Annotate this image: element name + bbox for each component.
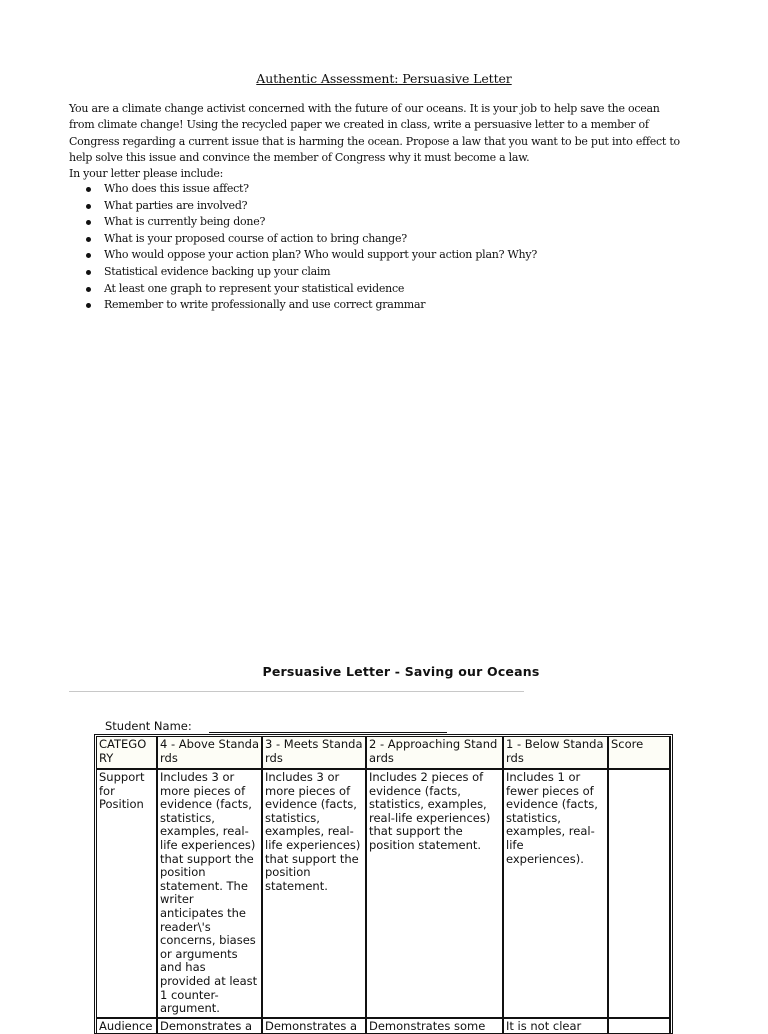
table-cell: Demonstrates a bbox=[262, 1018, 366, 1034]
table-cell: Includes 2 pieces of evidence (facts, statistics, examples, real-life experiences) that support the position statement. bbox=[366, 769, 503, 1018]
bullet-icon bbox=[86, 303, 91, 308]
list-item bbox=[86, 214, 706, 231]
list-item bbox=[86, 247, 706, 264]
list-item-text: Who would oppose your action plan? Who would support your action plan? Why? bbox=[104, 248, 537, 262]
intro-paragraph bbox=[69, 101, 709, 182]
student-name-line bbox=[209, 732, 447, 733]
intro-line: You are a climate change activist concerned with the future of our oceans. It is your job to help save the ocean bbox=[69, 102, 660, 115]
bullet-icon bbox=[86, 270, 91, 275]
student-name-field bbox=[105, 719, 192, 733]
list-item bbox=[86, 198, 706, 215]
student-name-label: Student Name: bbox=[105, 719, 192, 733]
intro-line: from climate change! Using the recycled paper we created in class, write a persuasive letter to a member of bbox=[69, 118, 649, 132]
table-cell: Includes 3 or more pieces of evidence (facts, statistics, examples, real-life experiences) that support the position statement. bbox=[262, 769, 366, 1018]
list-item bbox=[86, 264, 706, 281]
rubric-table-frame bbox=[94, 734, 673, 1034]
list-item-text: Remember to write professionally and use correct grammar bbox=[104, 298, 426, 312]
document-title: Authentic Assessment: Persuasive Letter bbox=[256, 71, 512, 86]
table-cell: Demonstrates some bbox=[366, 1018, 503, 1034]
header-level-4: 4 - Above Standards bbox=[157, 736, 262, 769]
rubric-title: Persuasive Letter - Saving our Oceans bbox=[262, 664, 540, 679]
table-row bbox=[96, 769, 671, 1018]
list-item bbox=[86, 181, 706, 198]
score-cell[interactable] bbox=[608, 1018, 671, 1034]
bullet-icon bbox=[86, 253, 91, 258]
list-item-text: What parties are involved? bbox=[104, 198, 248, 212]
table-cell: It is not clear bbox=[503, 1018, 608, 1034]
list-item-text: Statistical evidence backing up your claim bbox=[104, 264, 331, 278]
intro-line: Congress regarding a current issue that is harming the ocean. Propose a law that you want to be put into effect to bbox=[69, 134, 680, 148]
list-item bbox=[86, 297, 706, 314]
header-category: CATEGORY bbox=[96, 736, 157, 769]
divider bbox=[69, 691, 524, 692]
list-item-text: Who does this issue affect? bbox=[104, 182, 249, 195]
score-cell[interactable] bbox=[608, 769, 671, 1018]
header-level-2: 2 - Approaching Standards bbox=[366, 736, 503, 769]
list-item-text: What is your proposed course of action to bring change? bbox=[104, 231, 407, 245]
bullet-icon bbox=[86, 220, 91, 225]
list-item bbox=[86, 281, 706, 298]
header-level-1: 1 - Below Standards bbox=[503, 736, 608, 769]
list-item bbox=[86, 231, 706, 248]
table-cell: Includes 3 or more pieces of evidence (facts, statistics, examples, real-life experiences) that support the position statement. The writer anticipates the reader\'s concerns, biases or arguments and has provided at least 1 counter-argument. bbox=[157, 769, 262, 1018]
header-score: Score bbox=[608, 736, 671, 769]
intro-line: help solve this issue and convince the member of Congress why it must become a law. bbox=[69, 150, 530, 164]
table-cell: Includes 1 or fewer pieces of evidence (facts, statistics, examples, real-life experiences). bbox=[503, 769, 608, 1018]
list-item-text: At least one graph to represent your statistical evidence bbox=[104, 281, 405, 295]
table-cell: Demonstrates a bbox=[157, 1018, 262, 1034]
rubric-table bbox=[96, 736, 671, 1034]
bullet-icon bbox=[86, 287, 91, 292]
table-header-row bbox=[96, 736, 671, 769]
table-row bbox=[96, 1018, 671, 1034]
list-item-text: What is currently being done? bbox=[104, 215, 266, 229]
include-prompt: In your letter please include: bbox=[69, 167, 224, 181]
bullet-icon bbox=[86, 204, 91, 209]
bullet-icon bbox=[86, 187, 91, 192]
requirements-list bbox=[86, 181, 706, 314]
bullet-icon bbox=[86, 237, 91, 242]
header-level-3: 3 - Meets Standards bbox=[262, 736, 366, 769]
row-category: Audience bbox=[96, 1018, 157, 1034]
row-category: Support for Position bbox=[96, 769, 157, 1018]
